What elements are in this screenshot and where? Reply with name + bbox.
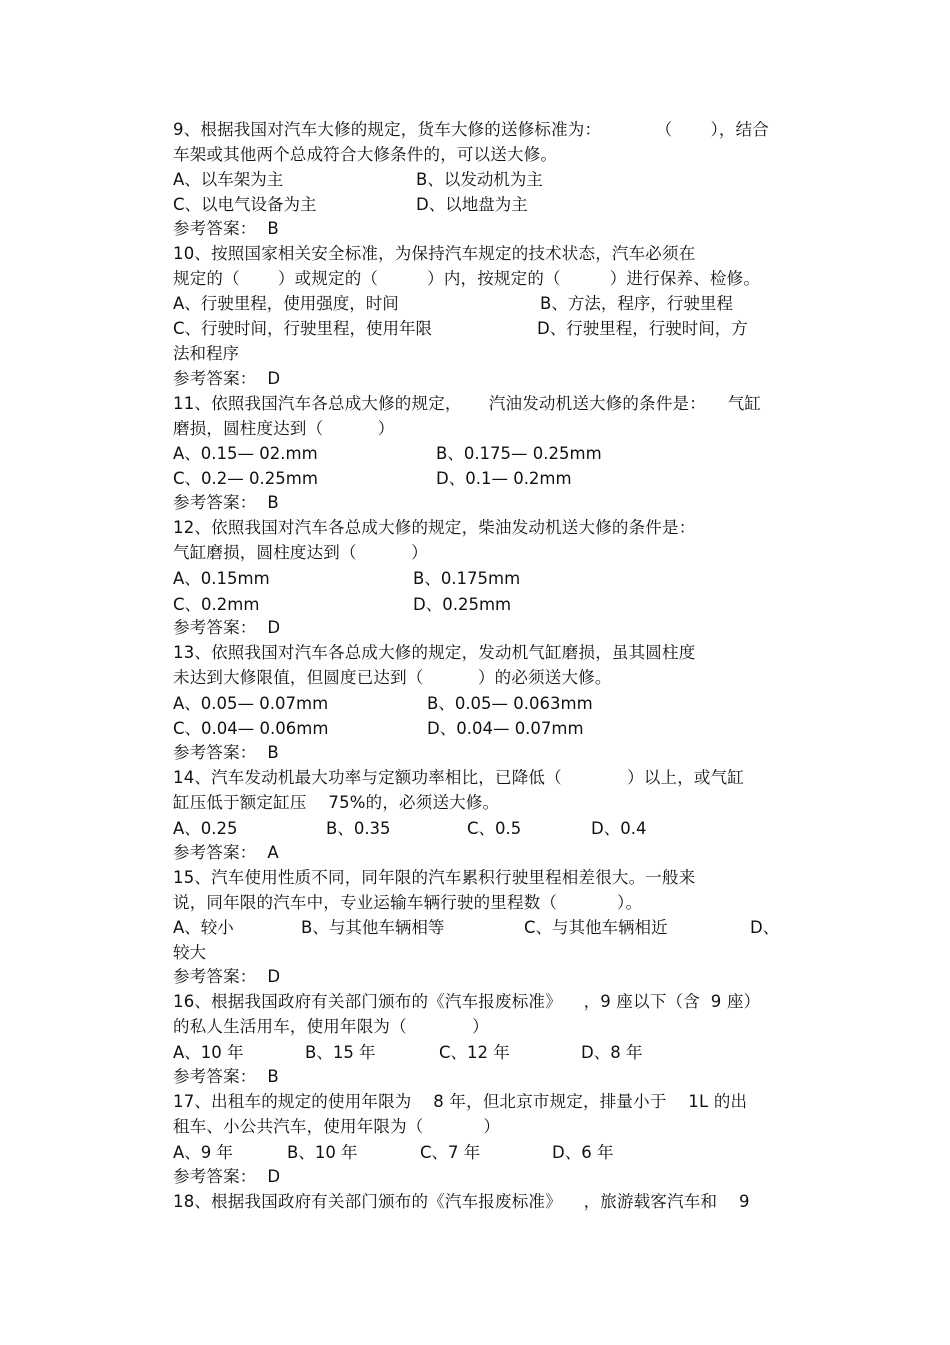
question-17-option-d: D、6 年 — [552, 1143, 614, 1162]
question-12-option-a: A、0.15mm — [173, 569, 270, 588]
question-15-line-2: 说，同年限的汽车中，专业运输车辆行驶的里程数（ ）。 — [173, 893, 643, 912]
question-16-line-2: 的私人生活用车，使用年限为（ ） — [173, 1017, 489, 1036]
question-12-line-2: 气缸磨损，圆柱度达到（ ） — [173, 543, 428, 562]
question-9-answer: 参考答案： B — [173, 219, 279, 238]
question-17-line-2: 租车、小公共汽车，使用年限为（ ） — [173, 1117, 501, 1136]
question-14-option-c: C、0.5 — [467, 819, 522, 838]
question-13-option-b: B、0.05— 0.063mm — [427, 694, 593, 713]
question-15-answer: 参考答案： D — [173, 967, 281, 986]
question-13-line-1: 13、依照我国对汽车各总成大修的规定，发动机气缸磨损，虽其圆柱度 — [173, 643, 696, 662]
question-14-option-b: B、0.35 — [326, 819, 391, 838]
question-11-line-2: 磨损，圆柱度达到（ ） — [173, 419, 395, 438]
question-15-option-d: D、 — [750, 918, 780, 937]
question-15-option-a: A、较小 — [173, 918, 234, 937]
question-16-answer: 参考答案： B — [173, 1067, 279, 1086]
question-13-option-c: C、0.04— 0.06mm — [173, 719, 329, 738]
question-14-option-a: A、0.25 — [173, 819, 238, 838]
question-16-option-d: D、8 年 — [581, 1043, 643, 1062]
question-9-option-a: A、以车架为主 — [173, 170, 284, 189]
question-17-line-1: 17、出租车的规定的使用年限为 8 年，但北京市规定，排量小于 1L 的出 — [173, 1092, 748, 1111]
question-9-line-1: 9、根据我国对汽车大修的规定，货车大修的送修标准为： （ ），结合 — [173, 120, 770, 139]
question-14-option-d: D、0.4 — [591, 819, 647, 838]
question-10-line-2: 规定的（ ）或规定的（ ）内，按规定的（ ）进行保养、检修。 — [173, 269, 761, 288]
question-10-option-d-cont: 法和程序 — [173, 344, 239, 363]
question-9-line-2: 车架或其他两个总成符合大修条件的，可以送大修。 — [173, 145, 558, 164]
question-11-line-1: 11、依照我国汽车各总成大修的规定， 汽油发动机送大修的条件是： 气缸 — [173, 394, 762, 413]
question-11-option-a: A、0.15— 02.mm — [173, 444, 318, 463]
question-13-option-a: A、0.05— 0.07mm — [173, 694, 329, 713]
question-11-option-d: D、0.1— 0.2mm — [436, 469, 572, 488]
question-17-answer: 参考答案： D — [173, 1167, 281, 1186]
question-12-answer: 参考答案： D — [173, 618, 281, 637]
question-16-option-c: C、12 年 — [439, 1043, 510, 1062]
question-9-option-c: C、以电气设备为主 — [173, 195, 317, 214]
question-10-answer: 参考答案： D — [173, 369, 281, 388]
question-10-option-c: C、行驶时间，行驶里程，使用年限 — [173, 319, 433, 338]
question-15-option-b: B、与其他车辆相等 — [301, 918, 445, 937]
question-11-option-b: B、0.175— 0.25mm — [436, 444, 602, 463]
question-15-option-c: C、与其他车辆相近 — [524, 918, 668, 937]
question-13-option-d: D、0.04— 0.07mm — [427, 719, 584, 738]
question-16-option-a: A、10 年 — [173, 1043, 244, 1062]
question-17-option-a: A、9 年 — [173, 1143, 234, 1162]
question-12-option-b: B、0.175mm — [413, 569, 521, 588]
question-18-line-1: 18、根据我国政府有关部门颁布的《汽车报废标准》 ，旅游载客汽车和 9 — [173, 1192, 750, 1211]
question-12-option-d: D、0.25mm — [413, 595, 512, 614]
question-11-answer: 参考答案： B — [173, 493, 279, 512]
question-12-option-c: C、0.2mm — [173, 595, 260, 614]
question-14-line-1: 14、汽车发动机最大功率与定额功率相比，已降低（ ）以上，或气缸 — [173, 768, 745, 787]
question-17-option-b: B、10 年 — [287, 1143, 358, 1162]
question-9-option-b: B、以发动机为主 — [416, 170, 543, 189]
question-10-option-a: A、行驶里程，使用强度，时间 — [173, 294, 399, 313]
question-14-answer: 参考答案： A — [173, 843, 279, 862]
question-16-option-b: B、15 年 — [305, 1043, 376, 1062]
question-11-option-c: C、0.2— 0.25mm — [173, 469, 318, 488]
question-13-answer: 参考答案： B — [173, 743, 279, 762]
question-10-line-1: 10、按照国家相关安全标准，为保持汽车规定的技术状态，汽车必须在 — [173, 244, 696, 263]
question-9-option-d: D、以地盘为主 — [416, 195, 528, 214]
question-15-line-1: 15、汽车使用性质不同，同年限的汽车累积行驶里程相差很大。一般来 — [173, 868, 696, 887]
question-13-line-2: 未达到大修限值，但圆度已达到（ ）的必须送大修。 — [173, 668, 612, 687]
question-12-line-1: 12、依照我国对汽车各总成大修的规定，柴油发动机送大修的条件是： — [173, 518, 696, 537]
question-15-option-d-cont: 较大 — [173, 943, 206, 962]
question-10-option-d: D、行驶里程，行驶时间，方 — [537, 319, 748, 338]
question-17-option-c: C、7 年 — [420, 1143, 481, 1162]
question-16-line-1: 16、根据我国政府有关部门颁布的《汽车报废标准》 ，9 座以下（含 9 座） — [173, 992, 761, 1011]
question-14-line-2: 缸压低于额定缸压 75%的，必须送大修。 — [173, 793, 500, 812]
question-10-option-b: B、方法，程序，行驶里程 — [540, 294, 733, 313]
